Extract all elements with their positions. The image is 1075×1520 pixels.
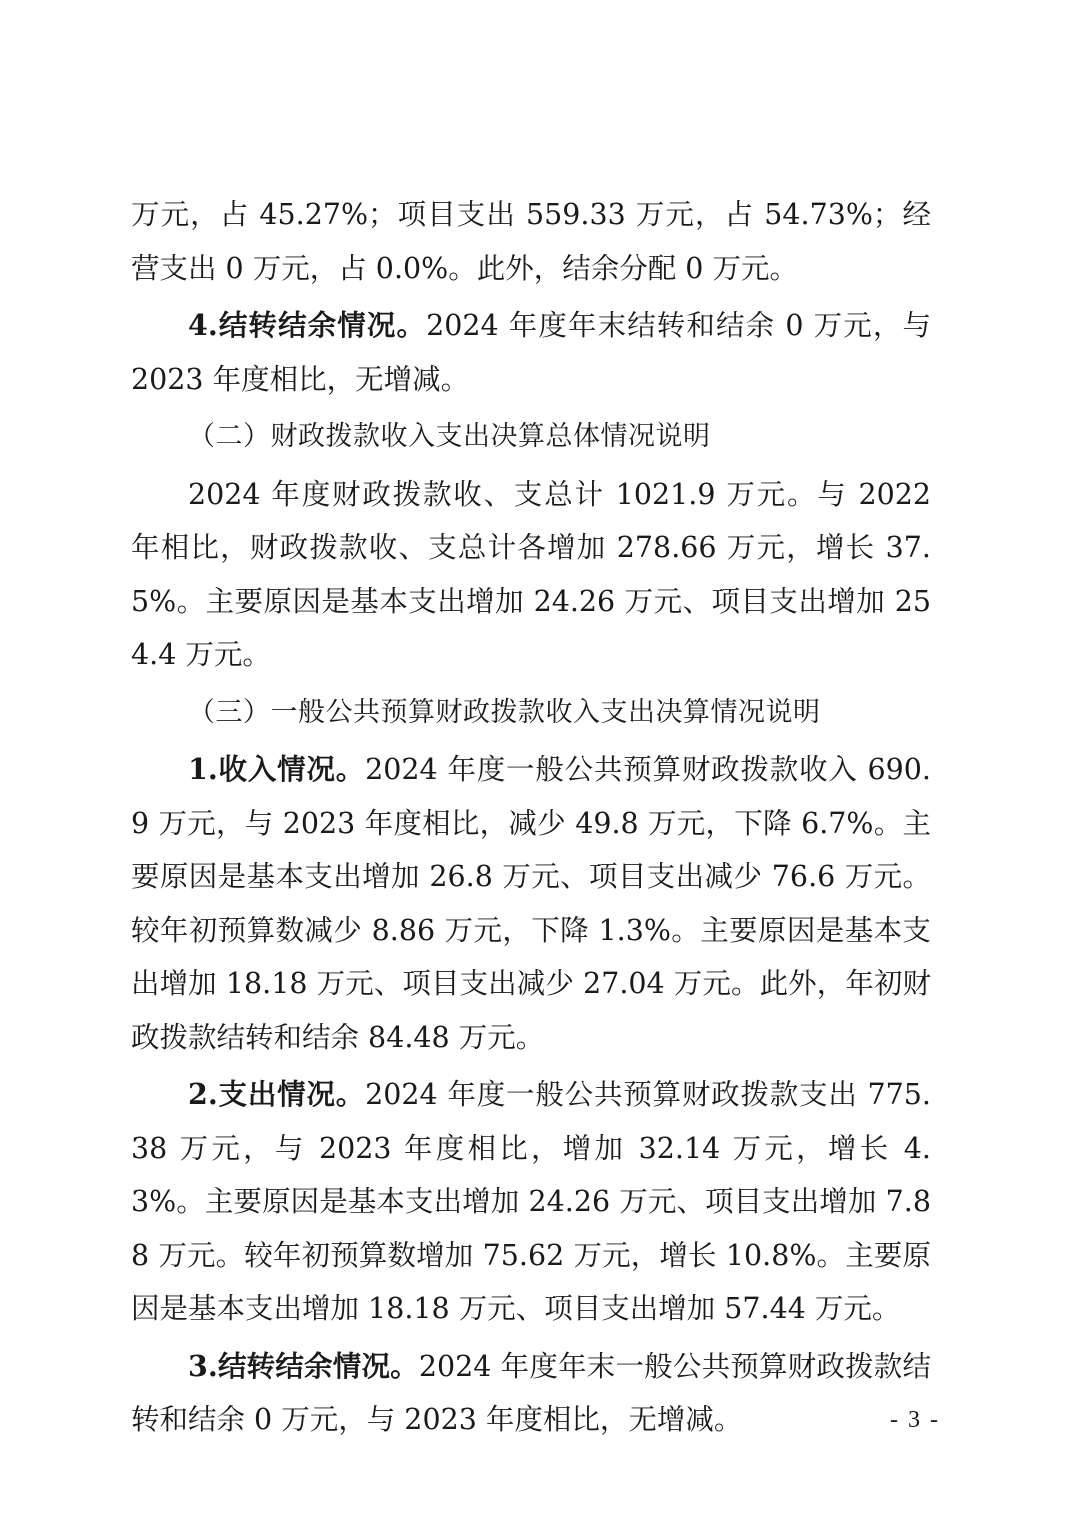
paragraph-text: 2024 年度年末结转和结余 0 万元，与 2023 年度相比，无增减。: [131, 309, 931, 396]
paragraph-lead-heading: 2.支出情况。: [188, 1077, 366, 1111]
paragraph-text: 万元，占 45.27%；项目支出 559.33 万元，占 54.73%；经营支出 0 万元，占 0.0%。此外，结余分配 0 万元。: [131, 198, 931, 285]
page-number: - 3 -: [890, 1407, 940, 1433]
paragraph-basic-expenditure-continued: [131, 188, 931, 295]
paragraph-carryover-surplus: [131, 299, 931, 406]
paragraph-general-carryover: [131, 1340, 931, 1447]
paragraph-lead-heading: 4.结转结余情况。: [188, 308, 427, 342]
paragraph-text: 2024 年度财政拨款收、支总计 1021.9 万元。与 2022 年相比，财政拨款收、支总计各增加 278.66 万元，增长 37.5%。主要原因是基本支出增加 24.26 万元、项目支出增加 254.4 万元。: [131, 477, 931, 671]
paragraph-expenditure: [131, 1068, 931, 1336]
paragraph-text: 2024 年度年末一般公共预算财政拨款结转和结余 0 万元，与 2023 年度相比，无增减。: [131, 1349, 931, 1436]
paragraph-income: [131, 743, 931, 1064]
paragraph-lead-heading: 1.收入情况。: [188, 752, 366, 786]
paragraph-text: 2024 年度一般公共预算财政拨款收入 690.9 万元，与 2023 年度相比，减少 49.8 万元，下降 6.7%。主要原因是基本支出增加 26.8 万元、项目支出减少 76.6 万元。较年初预算数减少 8.86 万元，下降 1.3%。主要原因是基本支出增加 18.18 万元、项目支出减少 27.04 万元。此外，年初财政拨款结转和结余 84.48 万元。: [131, 753, 931, 1054]
paragraph-lead-heading: 3.结转结余情况。: [188, 1348, 419, 1383]
paragraph-fiscal-overview: [131, 468, 931, 682]
document-body: [131, 188, 931, 1447]
section-heading-fiscal-overview: （二）财政拨款收入支出决算总体情况说明: [188, 421, 711, 452]
section-heading-general-budget: （三）一般公共预算财政拨款收入支出决算情况说明: [188, 696, 821, 728]
paragraph-text: 2024 年度一般公共预算财政拨款支出 775.38 万元，与 2023 年度相比，增加 32.14 万元，增长 4.3%。主要原因是基本支出增加 24.26 万元、项目支出增加 7.88 万元。较年初预算数增加 75.62 万元，增长 10.8%。主要原因是基本支出增加 18.18 万元、项目支出增加 57.44 万元。: [131, 1078, 931, 1325]
